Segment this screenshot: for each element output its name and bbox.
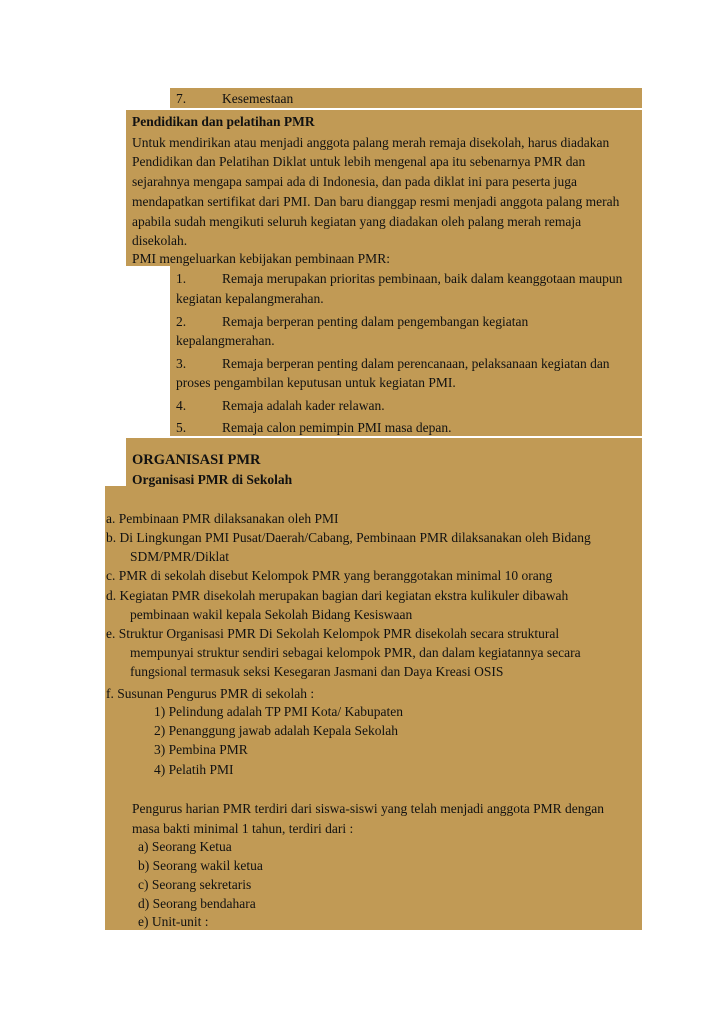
section-subheading: Organisasi PMR di Sekolah — [132, 472, 293, 487]
kebijakan-item — [176, 397, 385, 414]
paragraph-line: mendapatkan sertifikat dari PMI. Dan baru dianggap resmi menjadi anggota palang merah — [132, 194, 620, 209]
organisasi-item: c. PMR di sekolah disebut Kelompok PMR yang beranggotakan minimal 10 orang — [106, 568, 553, 583]
susunan-item: 3) Pembina PMR — [154, 742, 248, 757]
list-text: Remaja adalah kader relawan. — [222, 398, 385, 413]
organisasi-item-cont: pembinaan wakil kepala Sekolah Bidang Kesiswaan — [130, 607, 413, 622]
paragraph-line: disekolah. — [132, 233, 188, 248]
susunan-item: 2) Penanggung jawab adalah Kepala Sekolah — [154, 723, 399, 738]
pengurus-item: d) Seorang bendahara — [138, 896, 256, 911]
kebijakan-item — [176, 270, 622, 287]
section-heading-pendidikan: Pendidikan dan pelatihan PMR — [132, 114, 315, 129]
list-text: Remaja calon pemimpin PMI masa depan. — [222, 420, 452, 435]
list-text: Remaja berperan penting dalam pengembangan kegiatan — [222, 314, 529, 329]
list-text: Remaja berperan penting dalam perencanaan, pelaksanaan kegiatan dan — [222, 356, 610, 371]
kebijakan-item — [176, 313, 528, 330]
list-number: 7. — [176, 91, 187, 106]
list-number: 3. — [176, 356, 187, 371]
kebijakan-item-cont: proses pengambilan keputusan untuk kegiatan PMI. — [176, 375, 456, 390]
pengurus-item: c) Seorang sekretaris — [138, 877, 252, 892]
organisasi-item-cont: mempunyai struktur sendiri sebagai kelompok PMR, dan dalam kegiatannya secara — [130, 645, 581, 660]
paragraph-line: sejarahnya mengapa sampai ada di Indonesia, dan pada diklat ini para peserta juga — [132, 174, 577, 189]
kebijakan-item-cont: kepalangmerahan. — [176, 333, 275, 348]
pengurus-intro: Pengurus harian PMR terdiri dari siswa-siswi yang telah menjadi anggota PMR dengan — [132, 801, 605, 816]
organisasi-item: e. Struktur Organisasi PMR Di Sekolah Kelompok PMR disekolah secara struktural — [106, 626, 560, 641]
pengurus-item: e) Unit-unit : — [138, 914, 209, 929]
organisasi-item: d. Kegiatan PMR disekolah merupakan bagian dari kegiatan ekstra kulikuler dibawah — [106, 588, 569, 603]
list-number: 5. — [176, 420, 187, 435]
list-number: 4. — [176, 398, 187, 413]
list-number: 2. — [176, 314, 187, 329]
list-text: Kesemestaan — [222, 91, 294, 106]
list-item-7 — [176, 90, 293, 107]
list-number: 1. — [176, 271, 187, 286]
paragraph-line: Untuk mendirikan atau menjadi anggota palang merah remaja disekolah, harus diadakan — [132, 135, 610, 150]
organisasi-item-cont: fungsional termasuk seksi Kesegaran Jasmani dan Daya Kreasi OSIS — [130, 664, 504, 679]
list-text: Remaja merupakan prioritas pembinaan, baik dalam keanggotaan maupun — [222, 271, 623, 286]
susunan-item: 1) Pelindung adalah TP PMI Kota/ Kabupaten — [154, 704, 403, 719]
kebijakan-item-cont: kegiatan kepalangmerahan. — [176, 291, 324, 306]
kebijakan-item — [176, 355, 610, 372]
susunan-item: 4) Pelatih PMI — [154, 762, 234, 777]
paragraph-line: apabila sudah mengikuti seluruh kegiatan yang diadakan oleh palang merah remaja — [132, 214, 582, 229]
organisasi-item: a. Pembinaan PMR dilaksanakan oleh PMI — [106, 511, 339, 526]
organisasi-item-cont: SDM/PMR/Diklat — [130, 549, 230, 564]
pengurus-item: a) Seorang Ketua — [138, 839, 232, 854]
pengurus-intro: masa bakti minimal 1 tahun, terdiri dari : — [132, 821, 354, 836]
organisasi-item: b. Di Lingkungan PMI Pusat/Daerah/Cabang, Pembinaan PMR dilaksanakan oleh Bidang — [106, 530, 591, 545]
section-heading-organisasi: ORGANISASI PMR — [132, 452, 261, 468]
pengurus-item: b) Seorang wakil ketua — [138, 858, 263, 873]
organisasi-item: f. Susunan Pengurus PMR di sekolah : — [106, 686, 315, 701]
kebijakan-item — [176, 419, 451, 436]
kebijakan-intro: PMI mengeluarkan kebijakan pembinaan PMR: — [132, 251, 390, 266]
paragraph-line: Pendidikan dan Pelatihan Diklat untuk lebih mengenal apa itu sebenarnya PMR dan — [132, 154, 586, 169]
